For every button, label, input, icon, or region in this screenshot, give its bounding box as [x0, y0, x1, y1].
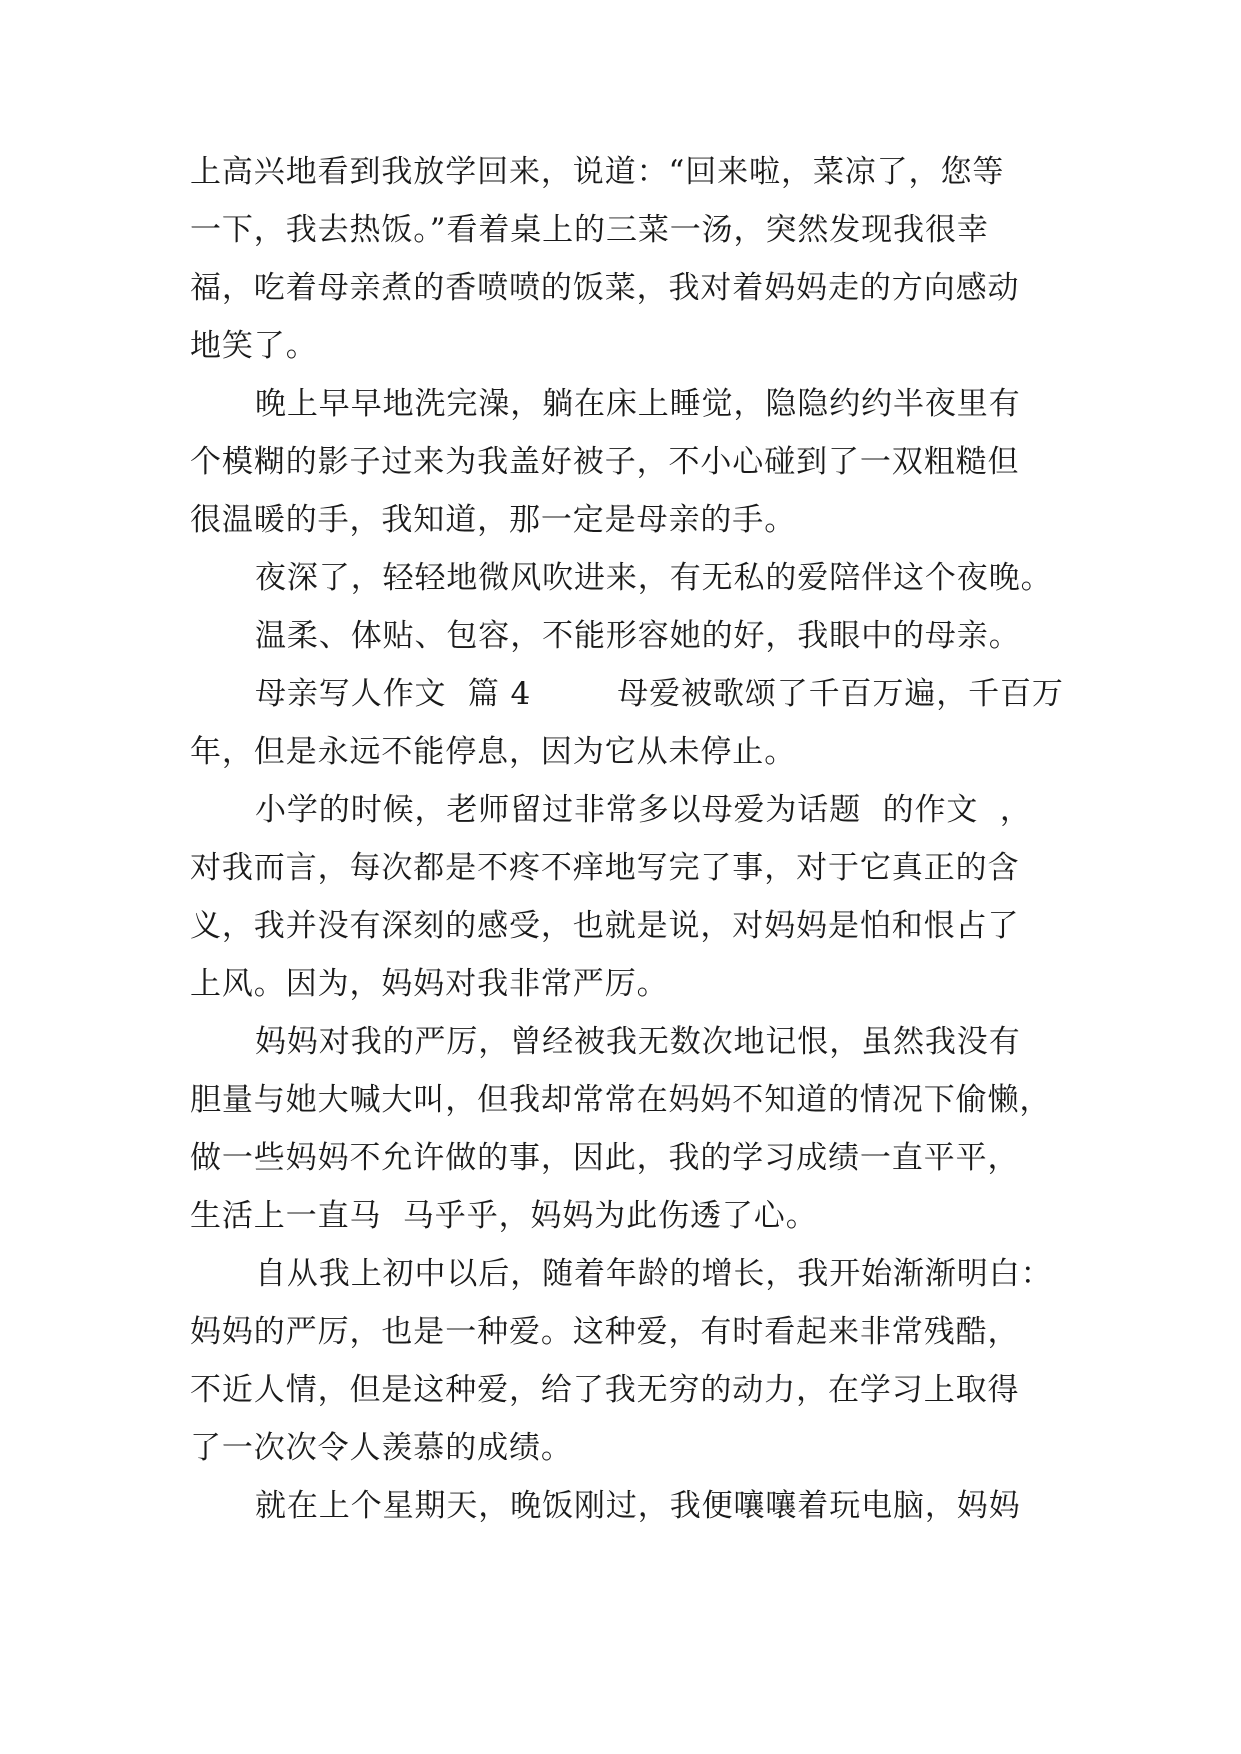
section-heading-line: 母亲写人作文 篇 4 母爱被歌颂了千百万遍，千百万	[255, 676, 1064, 712]
text-line: 对我而言，每次都是不疼不痒地写完了事，对于它真正的含	[190, 850, 1020, 886]
text-line: 很温暖的手，我知道，那一定是母亲的手。	[190, 502, 797, 538]
text-line: 妈妈对我的严厉，曾经被我无数次地记恨，虽然我没有	[255, 1024, 1021, 1060]
text-line: 个模糊的影子过来为我盖好被子，不小心碰到了一双粗糙但	[190, 444, 1020, 480]
text-line: 温柔、体贴、包容，不能形容她的好，我眼中的母亲。	[255, 618, 1021, 654]
text-line: 小学的时候，老师留过非常多以母爱为话题 的作文 ，	[255, 792, 1032, 828]
text-line: 就在上个星期天，晚饭刚过，我便嚷嚷着玩电脑，妈妈	[255, 1488, 1021, 1524]
text-line: 晚上早早地洗完澡，躺在床上睡觉，隐隐约约半夜里有	[255, 386, 1021, 422]
text-line: 一下，我去热饭。”看着桌上的三菜一汤，突然发现我很幸	[190, 212, 989, 248]
text-line: 做一些妈妈不允许做的事，因此，我的学习成绩一直平平，	[190, 1140, 1020, 1176]
text-line: 福，吃着母亲煮的香喷喷的饭菜，我对着妈妈走的方向感动	[190, 270, 1020, 306]
text-line: 地笑了。	[190, 328, 318, 364]
text-line: 上风。因为，妈妈对我非常严厉。	[190, 966, 669, 1002]
text-line: 了一次次令人羡慕的成绩。	[190, 1430, 573, 1466]
text-line: 妈妈的严厉，也是一种爱。这种爱，有时看起来非常残酷，	[190, 1314, 1020, 1350]
text-line: 生活上一直马 马乎乎，妈妈为此伤透了心。	[190, 1198, 818, 1234]
text-line: 上高兴地看到我放学回来，说道：“回来啦，菜凉了，您等	[190, 154, 1005, 190]
text-line: 不近人情，但是这种爱，给了我无穷的动力，在学习上取得	[190, 1372, 1020, 1408]
text-line: 年，但是永远不能停息，因为它从未停止。	[190, 734, 797, 770]
text-line: 胆量与她大喊大叫，但我却常常在妈妈不知道的情况下偷懒，	[190, 1082, 1052, 1118]
text-line: 自从我上初中以后，随着年龄的增长，我开始渐渐明白：	[255, 1256, 1053, 1292]
text-line: 夜深了，轻轻地微风吹进来，有无私的爱陪伴这个夜晚。	[255, 560, 1053, 596]
text-line: 义，我并没有深刻的感受，也就是说，对妈妈是怕和恨占了	[190, 908, 1020, 944]
